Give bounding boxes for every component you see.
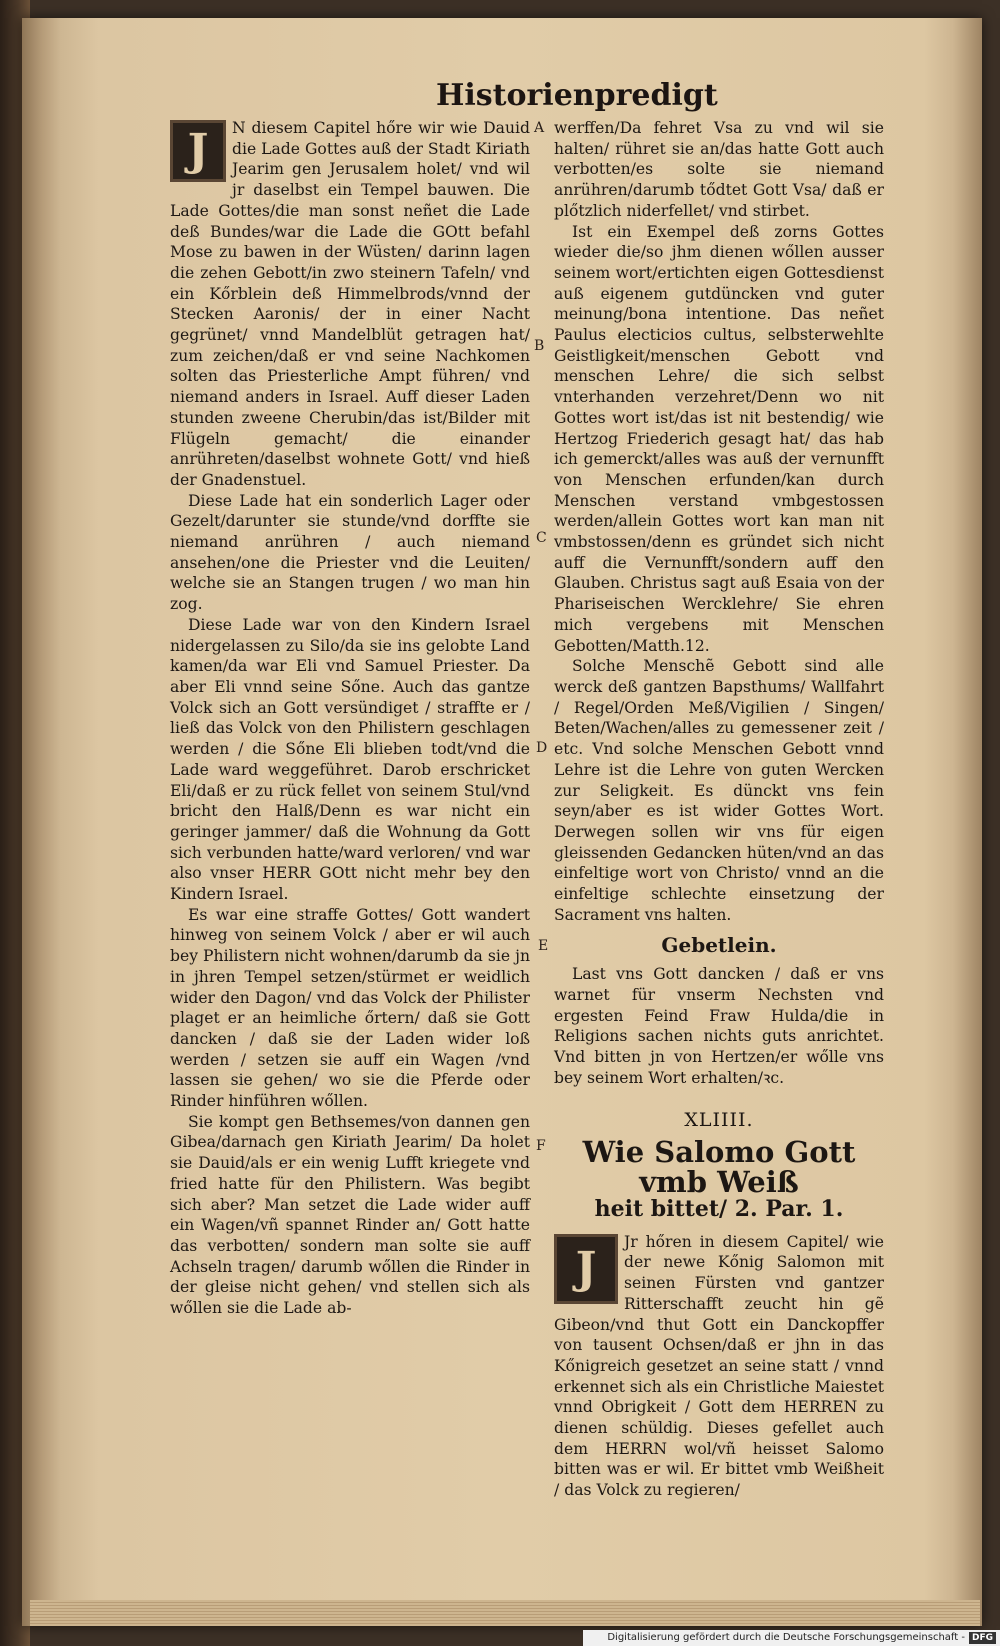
chapter-subtitle: heit bittet/ 2. Par. 1. — [594, 1196, 844, 1223]
chapter-number: XLIIII. — [684, 1109, 754, 1132]
page-edges — [30, 1600, 980, 1626]
margin-marker-b: B — [534, 338, 545, 354]
digitization-footer — [583, 1630, 1000, 1646]
chapter-text: Jr hőren in diesem Capitel/ wie der newe Kőnig Salomon mit seinen Fürsten vnd gantzer Ritterschafft zeucht hin gẽ Gibeon/vnd thut Gott ein Danckopffer von tausent Ochsen/daß er jhn in das Kőnigreich gesetzet an seine statt / vnnd erkennet sich als ein Christliche Maiestet vnnd Obrigkeit / Gott dem HERREN zu dienen schüldig. Dieses gefellet auch dem HERRN wol/vñ heisset Salomo bitten was er wil. Er bittet vmb Weißheit / das Volck zu regieren/ — [554, 1232, 884, 1500]
paragraph: Diese Lade hat ein sonderlich Lager oder Gezelt/darunter sie stunde/vnd dorffte sie niemand anrühren / auch niemand ansehen/one die Priester vnd die Leuiten/ welche sie an Stangen trugen / wo man hin zog. — [170, 491, 530, 614]
left-column — [170, 118, 530, 1319]
chapter-title: Wie Salomo Gott vmb Weiß — [582, 1135, 856, 1200]
prayer-text: Last vns Gott dancken / daß er vns warnet für vnserm Nechsten vnd ergesten Feind Fraw Hulda/die in Religions sachen nichts guts anrichtet. Vnd bitten jn von Hertzen/er wőlle vns bey seinem Wort erhalten/ꝛc. — [554, 965, 884, 1087]
footer-text: Digitalisierung gefördert durch die Deutsche Forschungsgemeinschaft - — [607, 1632, 965, 1643]
margin-marker-e: E — [538, 938, 549, 954]
decorated-initial: J — [170, 120, 226, 182]
margin-marker-c: C — [536, 530, 547, 546]
running-header: Historienpredigt — [436, 78, 718, 113]
paragraph: Solche Menschẽ Gebott sind alle werck deß gantzen Bapsthums/ Wallfahrt / Regel/Orden Meß/Vigilien / Singen/ Beten/Wachen/alles zu gemessener zeit / etc. Vnd solche Menschen Gebott vnnd Lehre ist die Lehre von guten Wercken zur Seligkeit. Es dünckt vns fein seyn/aber es ist wider Gottes Wort. Derwegen sollen wir vns für eigen gleissenden Gedancken hüten/vnd an das einfeltige wort von Christo/ vnnd an die einfeltige schlechte einsetzung der Sacrament vns halten. — [554, 657, 884, 924]
decorated-initial: J — [554, 1234, 618, 1304]
dfg-logo: DFG — [969, 1632, 996, 1644]
paragraph: Sie kompt gen Bethsemes/von dannen gen Gibea/darnach gen Kiriath Jearim/ Da holet sie Dauid/als er ein wenig Lufft kriegete vnd fried hatte für den Philistern. Was begibt sich aber? Man setzet die Lade wider auff ein Wagen/vñ spannet Rinder an/ Gott hatte das verbotten/ sondern man solte sie auff Achseln tragen/ darumb wőllen die Rinder in der gleise nicht gehen/ vnd stellen sich als wőllen sie die Lade ab- — [170, 1112, 530, 1318]
paragraph: Diese Lade war von den Kindern Israel nidergelassen zu Silo/da sie ins gelobte Land kamen/da war Eli vnd Samuel Priester. Da aber Eli vnnd seine Sőne. Auch das gantze Volck sich an Gott versündiget / straffte er / ließ das Volck von den Philistern geschlagen werden / die Sőne Eli blieben todt/vnd die Lade ward weggeführet. Darob erschricket Eli/daß er zu rück fellet von seinem Stul/vnd bricht den Halß/Denn es war nicht ein geringer jammer/ daß die Wohnung da Gott sich verbunden hatte/ward verloren/ vnd war also vnser HERR GOtt nicht mehr bey den Kindern Israel. — [170, 615, 530, 904]
prayer-heading: Gebetlein. — [661, 933, 777, 958]
paragraph: werffen/Da fehret Vsa zu vnd wil sie halten/ rühret sie an/das hatte Gott auch verbotten/es solte sie niemand anrühren/darumb tődtet Gott Vsa/ daß er plőtzlich niderfellet/ vnd stirbet. — [554, 119, 884, 220]
paragraph: Es war eine straffe Gottes/ Gott wandert hinweg von seinem Volck / aber er wil auch bey Philistern nicht wohnen/darumb da sie jn in jhren Tempel setzen/stürmet er weidlich wider den Dagon/ vnd das Volck der Philister plaget er an heimliche őrtern/ daß sie Gott dancken / daß sie der Laden wider loß werden / setzen sie auff ein Wagen /vnd lassen sie gehen/ wo sie die Pferde oder Rinder hinführen wőllen. — [170, 905, 530, 1111]
margin-marker-f: F — [536, 1138, 546, 1154]
paragraph: Ist ein Exempel deß zorns Gottes wieder die/so jhm dienen wőllen ausser seinem wort/ertichten eigen Gottesdienst auß eigenem gutdüncken vnd guter meinung/bona intentione. Das neñet Paulus electicios cultus, selbsterwehlte Geistligkeit/menschen Gebott vnd menschen Lehre/ die sich selbst vnterhanden verzehret/Denn wo nit Gottes wort ist/das ist nit bestendig/ wie Hertzog Friederich gesagt hat/ das hab ich gemerckt/alles was auß der vernunfft von Menschen erfunden/kan durch Menschen verstand vmbgestossen werden/allein Gottes wort kan man nit vmbstossen/denn es gründet sich nicht auff die Vernunfft/sondern auff den Glauben. Christus sagt auß Esaia von der Phariseischen Wercklehre/ Sie ehren mich vergebens mit Menschen Gebotten/Matth.12. — [554, 222, 884, 655]
margin-marker-a: A — [534, 120, 545, 136]
margin-marker-d: D — [536, 740, 548, 756]
right-column — [554, 118, 884, 1501]
paragraph: N diesem Capitel hőre wir wie Dauid die Lade Gottes auß der Stadt Kiriath Jearim gen Jerusalem holet/ vnd wil jr daselbst ein Tempel bauwen. Die Lade Gottes/die man sonst neñet die Lade deß Bundes/war die Lade die GOtt befahl Mose zu bawen in der Wüsten/ darinn lagen die zehen Gebott/in zwo steinern Tafeln/ vnd ein Kőrblein deß Himmelbrods/vnnd der Stecken Aaronis/ der in einer Nacht gegrünet/ vnnd Mandelblüt getragen hat/ zum zeichen/daß er vnd seine Nachkomen solten das Priesterliche Ampt führen/ vnd niemand anders in Israel. Auff dieser Laden stunden zweene Cherubin/das ist/Bilder mit Flügeln gemacht/ die einander anrühreten/daselbst wohnete Gott/ vnd hieß der Gnadenstuel. — [170, 119, 531, 489]
